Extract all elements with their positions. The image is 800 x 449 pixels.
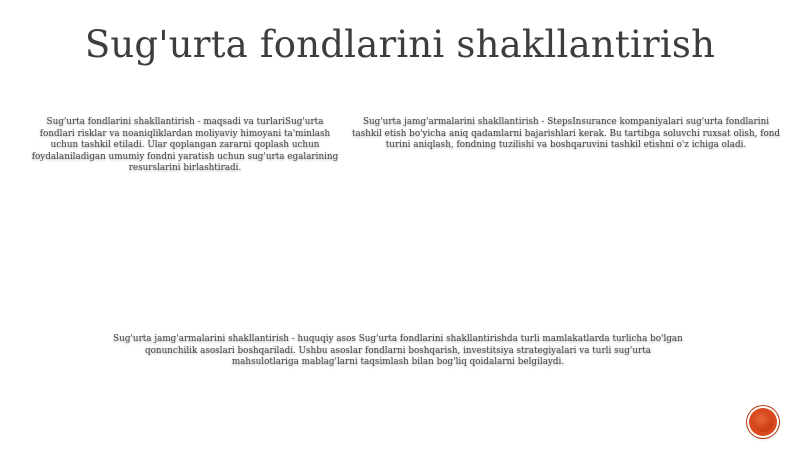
circle-next-icon	[753, 412, 773, 432]
slide-title: Sug'urta fondlarini shakllantirish	[84, 23, 716, 66]
text-block-purpose: Sug'urta fondlarini shakllantirish - maqsadi va turlariSug'urta fondlari risklar va noaniqliklardan moliyaviy himoyani ta'minlash uchun tashkil etiladi. Ular qoplangan zararni qoplash uchun foydalaniladigan umumiy fondni yaratish uchun sug'urta egalarining resurslarini birlashtiradi.	[31, 117, 339, 174]
text-block-steps: Sug'urta jamg'armalarini shakllantirish - StepsInsurance kompaniyalari sug'urta fondlarini tashkil etish bo'yicha aniq qadamlarni bajarishlari kerak. Bu tartibga soluvchi ruxsat olish, fond turini aniqlash, fondning tuzilishi va boshqaruvini tashkil etishni o'z ichiga oladi.	[351, 117, 781, 151]
next-slide-button[interactable]	[749, 408, 777, 436]
text-block-legal-basis: Sug'urta jamg'armalarini shakllantirish - huquqiy asos Sug'urta fondlarini shakllantirishda turli mamlakatlarda turlicha bo'lgan qonunchilik asoslari boshqariladi. Ushbu asoslar fondlarni boshqarish, investitsiya strategiyalari va turli sug'urta mahsulotlariga mablag'larni taqsimlash bilan bog'liq qoidalarni belgilaydi.	[113, 334, 683, 368]
